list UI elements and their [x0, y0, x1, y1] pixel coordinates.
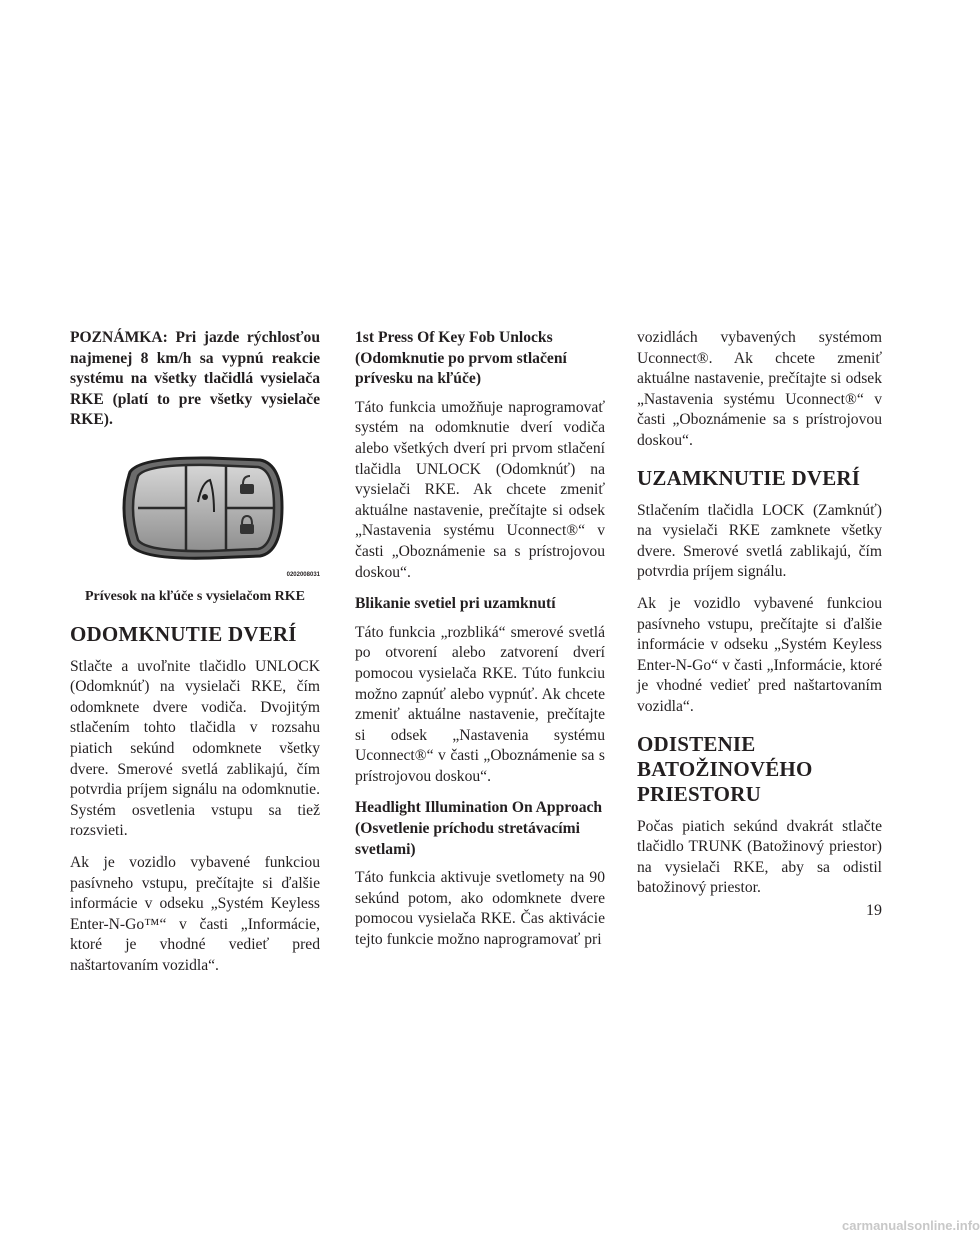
section-heading-trunk: ODISTENIE BATOŽINOVÉHO PRIESTORU	[637, 731, 813, 806]
paragraph: Stlačte a uvoľnite tlačidlo UNLOCK (Odomknúť) na vysielači RKE, čím odomknete dvere vodiča. Dvojitým stlačením tohto tlačidla v rozsahu piatich sekúnd odomknete všetky dvere. Smerové svetlá zablikajú, čím potvrdia príjem signálu na odomknutie. Systém osvetlenia vstupu sa tiež rozsvieti.	[70, 657, 320, 840]
figure-caption: Prívesok na kľúče s vysielačom RKE	[84, 588, 306, 604]
section-heading-lock: UZAMKNUTIE DVERÍ	[637, 465, 861, 490]
subheading-flash-lights: Blikanie svetiel pri uzamknutí	[355, 595, 556, 613]
paragraph: vozidlách vybavených systémom Uconnect®. Ak chcete zmeniť aktuálne nastavenie, prečítajte si odsek „Nastavenia systému Uconnect®“ v časti „Oboznámenie sa s prístrojovou doskou“.	[637, 329, 882, 449]
paragraph: Ak je vozidlo vybavené funkciou pasívneho vstupu, prečítajte si ďalšie informácie v odseku „Systém Keyless Enter-N-Go™“ v časti „Informácie, ktoré je vhodné vedieť pred naštartovaním vozidla“.	[70, 853, 320, 974]
paragraph: Počas piatich sekúnd dvakrát stlačte tlačidlo TRUNK (Batožinový priestor) na vysielači RKE, aby sa odistil batožinový priestor.	[637, 817, 882, 897]
note-paragraph: POZNÁMKA: Pri jazde rýchlosťou najmenej 8 km/h sa vypnú reakcie systému na všetky tlačidlá vysielača RKE (platí to pre všetky vysielače RKE).	[70, 329, 320, 429]
subheading-first-press: 1st Press Of Key Fob Unlocks (Odomknutie po prvom stlačení prívesku na kľúče)	[355, 329, 567, 388]
subheading-headlight-illumination: Headlight Illumination On Approach (Osvetlenie príchodu stretávacími svetlami)	[355, 799, 603, 858]
paragraph: Táto funkcia aktivuje svetlomety na 90 sekúnd potom, ako odomknete dvere pomocou vysielača RKE. Čas aktivácie tejto funkcie možno naprogramovať pri	[355, 869, 605, 949]
key-fob-illustration	[110, 452, 290, 567]
column-1	[70, 328, 320, 987]
page-number: 19	[866, 902, 882, 919]
paragraph: Táto funkcia umožňuje naprogramovať systém na odomknutie dverí vodiča alebo všetkých dverí pri prvom stlačení tlačidla UNLOCK (Odomknúť) na vysielači RKE. Ak chcete zmeniť aktuálne nastavenie, prečítajte si odsek „Nastavenia systému Uconnect®“ v časti „Oboznámenie sa s prístrojovou doskou“.	[355, 398, 605, 581]
column-3	[637, 328, 882, 910]
column-2	[355, 328, 605, 962]
section-heading-unlock: ODOMKNUTIE DVERÍ	[70, 621, 297, 646]
paragraph: Táto funkcia „rozbliká“ smerové svetlá po otvorení alebo zatvorení dverí pomocou vysielača RKE. Túto funkciu možno zapnúť alebo vypnúť. Ak chcete zmeniť aktuálne nastavenie, prečítajte si odsek „Nastavenia systému Uconnect®“ v časti „Oboznámenie sa s prístrojovou doskou“.	[355, 623, 605, 785]
paragraph: Ak je vozidlo vybavené funkciou pasívneho vstupu, prečítajte si ďalšie informácie v odseku „Systém Keyless Enter-N-Go“ v časti „Informácie, ktoré je vhodné vedieť pred naštartovaním vozidla“.	[637, 594, 882, 715]
paragraph: Stlačením tlačidla LOCK (Zamknúť) na vysielači RKE zamknete všetky dvere. Smerové svetlá zablikajú, čím potvrdia príjem signálu.	[637, 501, 882, 581]
watermark: carmanualsonline.info	[842, 1218, 980, 1233]
figure-code: 0202008031	[286, 571, 320, 578]
key-fob-figure	[70, 447, 320, 587]
